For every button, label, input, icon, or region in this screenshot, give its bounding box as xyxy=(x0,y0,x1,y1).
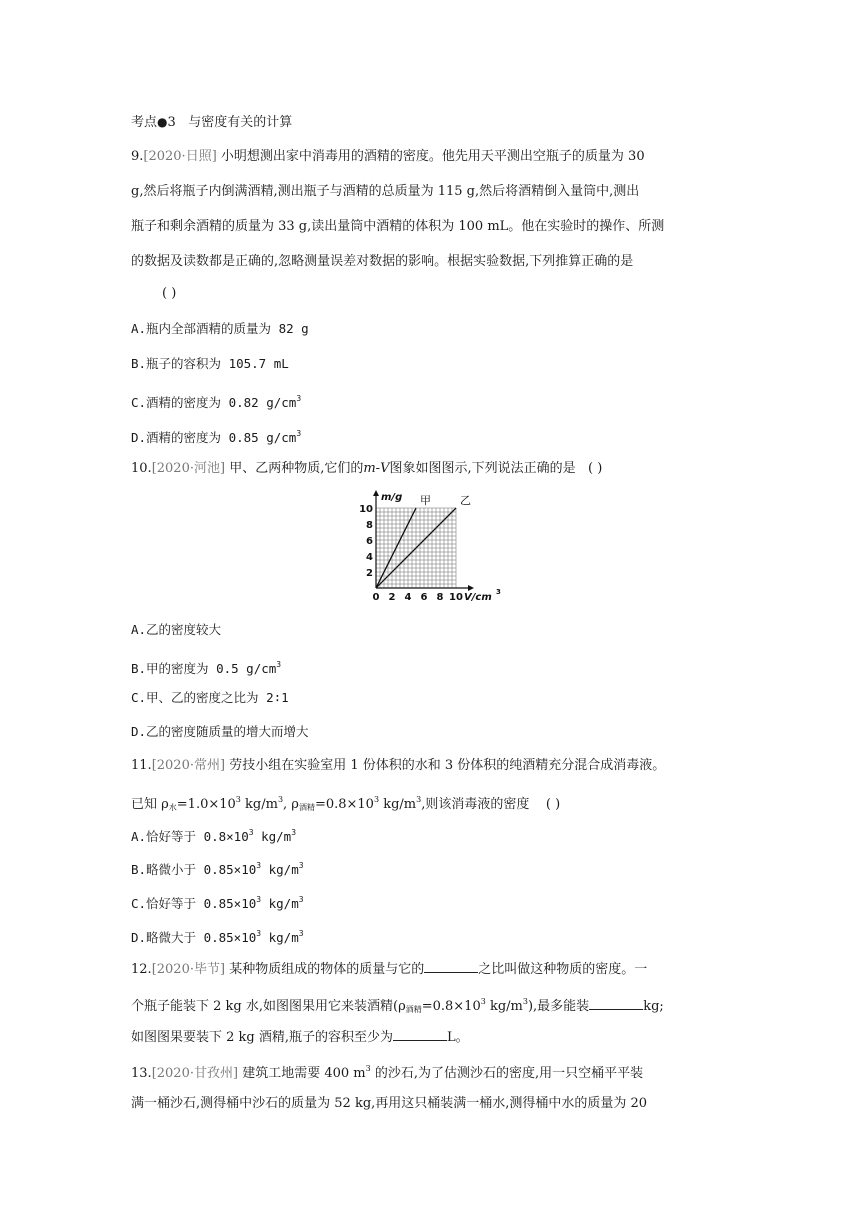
q13-line-1 xyxy=(131,1060,643,1083)
q12-stem-1a: 某种物质组成的物体的质量与它的 xyxy=(229,962,425,977)
q12-stem-2b: =0.8×10 xyxy=(421,999,481,1014)
q11-option-a xyxy=(131,824,296,846)
section-title: 与密度有关的计算 xyxy=(188,115,293,130)
q11-water-unit-sup: 3 xyxy=(277,795,284,804)
q9-option-c xyxy=(131,390,301,412)
q13-number: 13. xyxy=(131,1066,152,1081)
q11-option-c xyxy=(131,891,304,913)
series-label-1: 甲 xyxy=(420,494,431,507)
q9-option-c-text: C.酒精的密度为 0.82 g/cm xyxy=(131,395,297,410)
q9-number: 9. xyxy=(131,149,144,164)
x-tick-label: 10 xyxy=(449,592,463,603)
q10-source-tag: [2020·河池] xyxy=(151,461,226,476)
q10-option-b xyxy=(131,656,281,678)
y-tick-label: 4 xyxy=(366,552,373,563)
q11-water-exp: 3 xyxy=(235,795,241,804)
q11-line-2 xyxy=(131,791,560,817)
q9-stem-3: 瓶子和剩余酒精的质量为 33 g,读出量筒中酒精的体积为 100 mL。他在实验时的操作、所测 xyxy=(131,219,665,234)
q13-unit-sup: 3 xyxy=(365,1064,371,1073)
q9-option-d-text: D.酒精的密度为 0.85 g/cm xyxy=(131,430,297,445)
q11-option-d-exp: 3 xyxy=(256,929,262,938)
q11-option-b-unit: kg/m xyxy=(261,862,299,877)
q12-unit-sup: 3 xyxy=(522,997,528,1006)
q12-stem-2a: 个瓶子能装下 2 kg 水,如图图果用它来装酒精(ρ xyxy=(131,999,406,1014)
q11-option-c-unit: kg/m xyxy=(261,896,299,911)
x-tick-label: 0 xyxy=(372,592,380,603)
bullet-icon: ● xyxy=(157,115,168,129)
q10-stem-m: m xyxy=(363,461,376,476)
x-axis-label: V/cm xyxy=(464,592,492,603)
x-tick-label: 4 xyxy=(404,592,412,603)
q11-option-b-sup: 3 xyxy=(298,861,304,870)
x-tick-label: 8 xyxy=(436,592,444,603)
q11-option-a-exp: 3 xyxy=(248,828,254,837)
m-v-graph xyxy=(359,486,504,608)
y-tick-label: 8 xyxy=(366,520,373,531)
q11-source-tag: [2020·常州] xyxy=(151,758,226,773)
q11-alcohol-unit-sup: 3 xyxy=(416,795,422,804)
q9-option-b xyxy=(131,355,289,373)
q11-alcohol-unit: kg/m xyxy=(379,797,417,812)
q12-source-tag: [2020·毕节] xyxy=(151,962,226,977)
q12-stem-3a: 如图图果要装下 2 kg 酒精,瓶子的容积至少为 xyxy=(131,1030,393,1045)
q11-number: 11. xyxy=(131,758,152,773)
q11-option-d-text: D.略微大于 0.85×10 xyxy=(131,930,257,945)
x-axis-unit-sup: 3 xyxy=(496,588,501,596)
q9-option-d xyxy=(131,425,301,447)
q11-rho-water-sub: 水 xyxy=(168,803,177,812)
y-axis-arrow-icon xyxy=(373,490,379,496)
q11-option-d xyxy=(131,925,304,947)
q11-option-c-exp: 3 xyxy=(256,895,262,904)
q10-option-b-sup: 3 xyxy=(276,660,282,669)
x-tick-label: 6 xyxy=(420,592,428,603)
q12-line-3 xyxy=(131,1027,469,1047)
q12-exp: 3 xyxy=(480,997,486,1006)
q13-stem-1a: 建筑工地需要 400 m xyxy=(242,1066,366,1081)
q13-source-tag: [2020·甘孜州] xyxy=(151,1066,239,1081)
y-tick-label: 2 xyxy=(366,568,373,579)
q9-option-a-text: A.瓶内全部酒精的质量为 82 g xyxy=(131,321,309,336)
q10-option-c-text: C.甲、乙的密度之比为 2∶1 xyxy=(131,690,289,705)
q9-stem-4: 的数据及读数都是正确的,忽略测量误差对数据的影响。根据实验数据,下列推算正确的是 xyxy=(131,254,634,269)
series-label-2: 乙 xyxy=(460,494,471,507)
q10-stem-v: V xyxy=(380,461,390,476)
q10-stem-a: 甲、乙两种物质,它们的 xyxy=(229,461,364,476)
q10-option-d-text: D.乙的密度随质量的增大而增大 xyxy=(131,724,309,739)
graph-labels xyxy=(359,492,501,603)
q12-line-1 xyxy=(131,959,647,979)
q11-water-value: =1.0×10 xyxy=(176,797,236,812)
q11-option-b-exp: 3 xyxy=(256,861,262,870)
q10-option-d xyxy=(131,723,309,741)
q12-line-2 xyxy=(131,993,664,1019)
q10-option-b-text: B.甲的密度为 0.5 g/cm xyxy=(131,661,277,676)
q11-option-b-text: B.略微小于 0.85×10 xyxy=(131,862,257,877)
q11-option-a-text: A.恰好等于 0.8×10 xyxy=(131,829,249,844)
q11-option-a-sup: 3 xyxy=(291,828,297,837)
x-axis-arrow-icon xyxy=(468,585,474,591)
q11-option-b xyxy=(131,857,304,879)
q9-answer-paren: ( ) xyxy=(162,286,177,301)
section-heading xyxy=(131,113,292,132)
q10-number: 10. xyxy=(131,461,152,476)
q9-line-1 xyxy=(131,148,645,166)
q11-option-d-unit: kg/m xyxy=(261,930,299,945)
section-number: 3 xyxy=(167,115,176,130)
q12-stem-2e: kg; xyxy=(643,999,664,1014)
q11-option-a-unit: kg/m xyxy=(253,829,292,844)
q10-line-1 xyxy=(131,460,602,478)
section-prefix: 考点 xyxy=(131,115,158,130)
y-tick-label: 10 xyxy=(359,504,373,515)
q12-unit: kg/m xyxy=(485,999,523,1014)
q10-option-c xyxy=(131,689,289,707)
q9-stem-1: 小明想测出家中消毒用的酒精的密度。他先用天平测出空瓶子的质量为 30 xyxy=(220,149,645,164)
q10-stem-dash: - xyxy=(375,461,381,476)
q9-option-a xyxy=(131,320,309,338)
q11-line-1 xyxy=(131,757,665,775)
q11-stem-1: 劳技小组在实验室用 1 份体积的水和 3 份体积的纯酒精充分混合成消毒液。 xyxy=(229,758,666,773)
q9-source-tag: [2020·日照] xyxy=(143,149,217,164)
q9-option-c-sup: 3 xyxy=(296,394,302,403)
q11-water-unit: kg/m xyxy=(240,797,278,812)
q9-option-b-text: B.瓶子的容积为 105.7 mL xyxy=(131,356,289,371)
q11-option-d-sup: 3 xyxy=(298,929,304,938)
q11-alcohol-exp: 3 xyxy=(373,795,380,804)
q9-stem-2: g,然后将瓶子内倒满酒精,测出瓶子与酒精的总质量为 115 g,然后将酒精倒入量筒中,测出 xyxy=(131,184,640,199)
q11-answer-paren: ( ) xyxy=(545,797,561,812)
y-tick-label: 6 xyxy=(366,536,373,547)
y-axis-label: m/g xyxy=(381,492,403,503)
q11-rho-water: 已知 ρ xyxy=(131,797,169,812)
q9-option-d-sup: 3 xyxy=(296,429,302,438)
q11-alcohol-value: =0.8×10 xyxy=(314,797,374,812)
q11-rho-alcohol: , ρ xyxy=(283,797,299,812)
q11-option-c-text: C.恰好等于 0.85×10 xyxy=(131,896,257,911)
q11-stem-2-tail: ,则该消毒液的密度 xyxy=(421,797,530,812)
q12-rho-sub: 酒精 xyxy=(405,1005,422,1014)
q12-blank-3[interactable] xyxy=(393,1027,447,1041)
x-tick-label: 2 xyxy=(388,592,396,603)
q11-rho-alcohol-sub: 酒精 xyxy=(298,803,315,812)
q11-option-c-sup: 3 xyxy=(298,895,304,904)
q12-blank-1[interactable] xyxy=(424,959,478,973)
q13-stem-2: 满一桶沙石,测得桶中沙石的质量为 52 kg,再用这只桶装满一桶水,测得桶中水的质量为 20 xyxy=(131,1096,648,1111)
q13-stem-1b: 的沙石,为了估测沙石的密度,用一只空桶平平装 xyxy=(370,1066,644,1081)
q12-number: 12. xyxy=(131,962,152,977)
q10-option-a xyxy=(131,621,221,639)
q10-answer-paren: ( ) xyxy=(588,461,603,476)
q12-blank-2[interactable] xyxy=(589,996,643,1010)
q10-stem-b: 图象如图图示,下列说法正确的是 xyxy=(389,461,576,476)
q12-stem-3b: L。 xyxy=(447,1030,469,1045)
q10-option-a-text: A.乙的密度较大 xyxy=(131,622,222,637)
q12-stem-2d: ),最多能装 xyxy=(527,999,590,1014)
q12-stem-1b: 之比叫做这种物质的密度。一 xyxy=(478,962,648,977)
